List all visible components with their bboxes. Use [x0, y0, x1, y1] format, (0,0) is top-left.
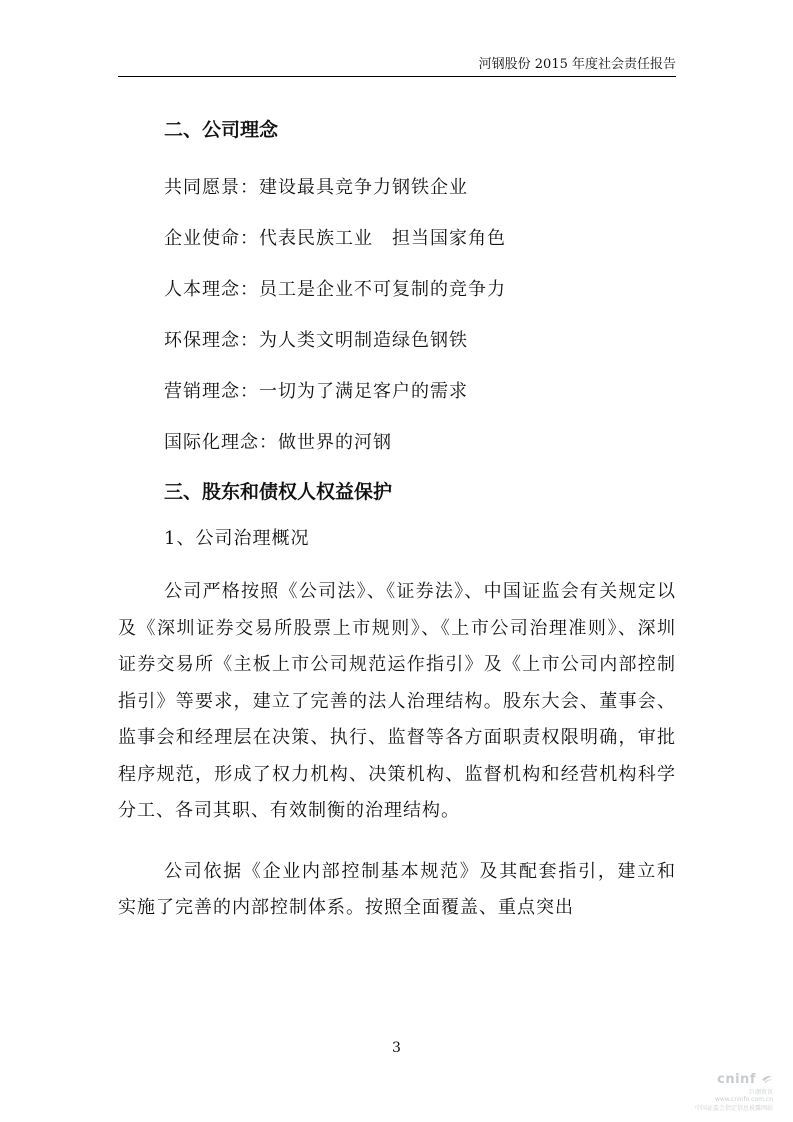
cninfo-subtitle: 巨潮资讯 [748, 1089, 773, 1096]
section-heading-shareholders: 三、股东和债权人权益保护 [164, 481, 393, 503]
body-paragraph: 公司严格按照《公司法》、《证券法》、中国证监会有关规定以及《深圳证券交易所股票上市规则》、《上市公司治理准则》、深圳证券交易所《主板上市公司规范运作指引》及《上市公司内部控制指引》等要求，建立了完善的法人治理结构。股东大会、董事会、监事会和经理层在决策、执行、监督等各方面职责权限明确，审批程序规范，形成了权力机构、决策机构、监督机构和经营机构科学分工、各司其职、有效制衡的治理结构。 [118, 581, 676, 821]
cninfo-swirl-icon [761, 1074, 773, 1084]
philosophy-item: 营销理念：一切为了满足客户的需求 [164, 381, 468, 402]
report-title: 河钢股份 2015 年度社会责任报告 [478, 57, 676, 72]
philosophy-item: 环保理念：为人类文明制造绿色钢铁 [164, 330, 468, 351]
philosophy-item: 国际化理念：做世界的河钢 [164, 432, 392, 453]
page-content [118, 110, 676, 951]
section-heading-philosophy: 二、公司理念 [164, 119, 279, 141]
page-header [118, 50, 676, 77]
cninfo-watermark [683, 1072, 773, 1112]
cninfo-logo [683, 1072, 773, 1087]
cninfo-brand: cninf [717, 1072, 756, 1087]
body-paragraph: 公司依据《企业内部控制基本规范》及其配套指引，建立和实施了完善的内部控制体系。按照全面覆盖、重点突出 [118, 860, 676, 918]
philosophy-item: 共同愿景：建设最具竞争力钢铁企业 [164, 177, 468, 198]
subsection-heading-governance: 1、公司治理概况 [164, 528, 310, 549]
page-number: 3 [392, 1040, 401, 1056]
philosophy-item: 企业使命：代表民族工业 担当国家角色 [164, 228, 506, 249]
cninfo-url: www.cninfo.com.cn [714, 1096, 773, 1103]
philosophy-item: 人本理念：员工是企业不可复制的竞争力 [164, 279, 506, 300]
cninfo-caption: 中国证监会指定信息披露网站 [694, 1105, 773, 1112]
